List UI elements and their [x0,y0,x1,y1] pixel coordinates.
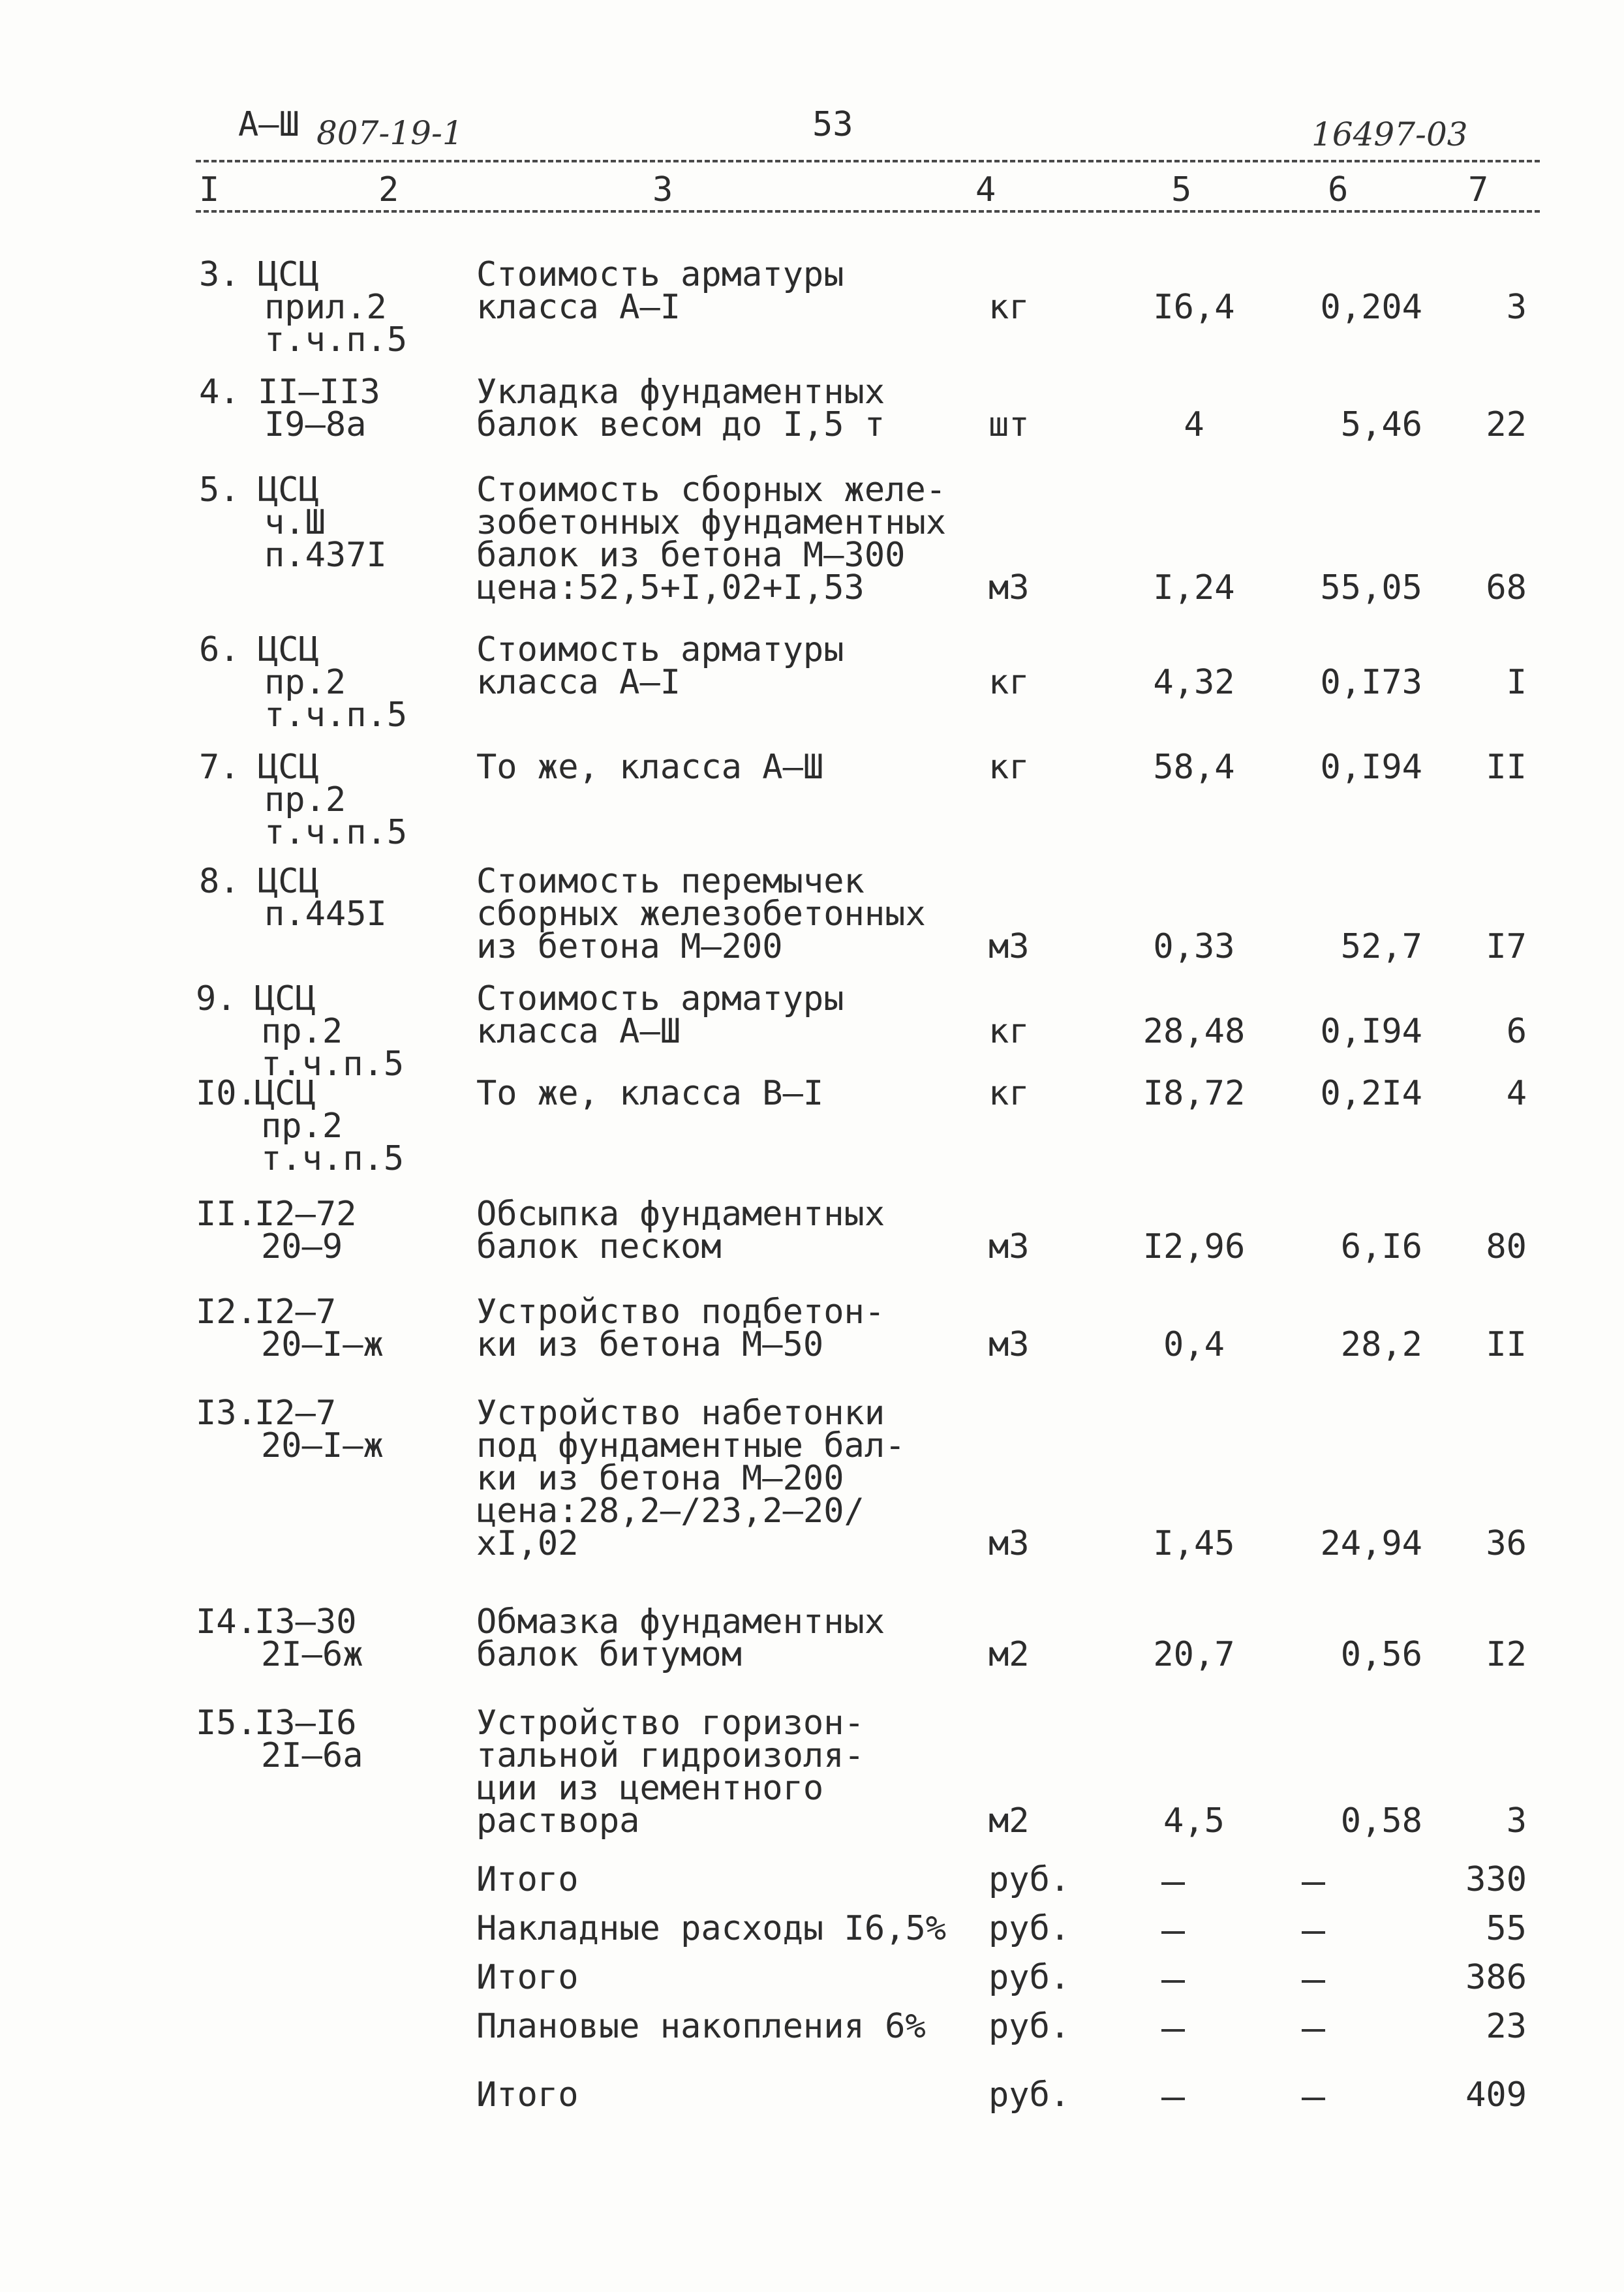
row-unit: кг [988,288,1030,327]
row-number: 3. [199,255,240,294]
row-total: 22 [1486,405,1527,444]
row-description-line: из бетона М–200 [476,927,783,966]
row-code-line: пр.2 [261,1012,343,1051]
row-unit-price: 55,05 [1320,568,1422,607]
row-total: 3 [1506,288,1527,327]
header-handwritten-left: 807-19-1 [316,114,463,152]
header-code-left: А–Ш [238,105,299,144]
row-code-line: пр.2 [264,780,346,819]
row-number: I5. [196,1704,257,1743]
row-description-line: Стоимость арматуры [476,979,844,1018]
row-unit: м3 [988,927,1030,966]
row-description-line: Стоимость перемычек [476,862,865,901]
row-unit-price: 6,I6 [1340,1227,1422,1266]
row-quantity: 28,48 [1142,1012,1246,1051]
row-description-line: Стоимость арматуры [476,630,844,669]
row-number: I4. [196,1602,257,1642]
row-code-line: т.ч.п.5 [261,1045,405,1084]
summary-unit: руб. [988,1860,1071,1899]
row-description-line: балок весом до I,5 т [476,405,885,444]
row-quantity: I6,4 [1153,288,1235,327]
row-description-line: Устройство горизон- [476,1704,865,1743]
row-code-line: т.ч.п.5 [264,813,408,852]
row-quantity: 0,33 [1153,927,1235,966]
row-unit-price: 0,58 [1340,1801,1422,1841]
row-unit-price: 0,I94 [1320,1012,1422,1051]
row-number: I2. [196,1292,257,1332]
row-description-line: класса А–I [476,288,681,327]
row-code-line: I3–30 [254,1602,357,1642]
row-description-line: класса А–Ш [476,1012,681,1051]
row-description-line: балок битумом [476,1635,742,1674]
row-code-line: I3–I6 [254,1704,357,1743]
summary-price-dash [1302,1980,1325,1983]
row-description-line: Стоимость арматуры [476,255,844,294]
row-total: 68 [1486,568,1527,607]
summary-unit: руб. [988,1958,1071,1997]
row-description-line: Обмазка фундаментных [476,1602,885,1642]
row-unit-price: 5,46 [1340,405,1422,444]
row-quantity: 4,32 [1153,663,1235,702]
row-description-line: Укладка фундаментных [476,373,885,412]
row-code-line: т.ч.п.5 [264,695,408,735]
row-unit: кг [988,1074,1030,1113]
summary-total: 330 [1465,1860,1527,1899]
summary-label: Итого [476,1860,579,1899]
row-description-line: Устройство набетонки [476,1394,885,1433]
row-description-line: ции из цементного [476,1769,824,1808]
summary-unit: руб. [988,2007,1071,2046]
row-quantity: 20,7 [1153,1635,1235,1674]
summary-price-dash [1302,1931,1325,1934]
row-total: I2 [1486,1635,1527,1674]
row-unit: м3 [988,1227,1030,1266]
column-number-2: 2 [378,170,399,209]
row-description-line: Устройство подбетон- [476,1292,885,1332]
row-unit-price: 0,56 [1340,1635,1422,1674]
row-description-line: балок из бетона М–300 [476,536,906,575]
row-code-line: п.437I [264,536,387,575]
row-unit: кг [988,663,1030,702]
row-description-line: Обсыпка фундаментных [476,1195,885,1234]
row-number: 4. [199,373,240,412]
row-code-line: прил.2 [264,288,387,327]
row-code-line: ЦСЦ [258,748,319,787]
row-total: I7 [1486,927,1527,966]
row-number: I3. [196,1394,257,1433]
column-number-6: 6 [1328,170,1349,209]
row-description-line: То же, класса В–I [476,1074,824,1113]
summary-label: Накладные расходы I6,5% [476,1909,947,1948]
row-total: 36 [1486,1524,1527,1563]
summary-quantity-dash [1161,2098,1185,2100]
row-quantity: 58,4 [1153,748,1235,787]
row-total: 3 [1506,1801,1527,1841]
row-unit: м3 [988,1524,1030,1563]
row-unit: кг [988,1012,1030,1051]
row-quantity: I2,96 [1142,1227,1246,1266]
row-quantity: 0,4 [1163,1325,1225,1364]
row-number: 5. [199,470,240,510]
row-unit: м3 [988,568,1030,607]
column-number-3: 3 [652,170,673,209]
summary-total: 386 [1465,1958,1527,1997]
row-unit-price: 0,I94 [1320,748,1422,787]
row-code-line: ЦСЦ [254,979,316,1018]
row-total: II [1486,1325,1527,1364]
row-description-line: Стоимость сборных желе- [476,470,947,510]
row-total: II [1486,748,1527,787]
row-code-line: 2I–6ж [261,1635,363,1674]
row-code-line: ч.Ш [264,503,326,542]
row-quantity: I8,72 [1142,1074,1246,1113]
row-number: 9. [196,979,237,1018]
row-total: 6 [1506,1012,1527,1051]
row-unit: м2 [988,1801,1030,1841]
summary-quantity-dash [1161,2029,1185,2032]
row-code-line: 20–I–ж [261,1325,384,1364]
summary-label: Итого [476,2075,579,2115]
summary-unit: руб. [988,1909,1071,1948]
column-number-4: 4 [975,170,996,209]
header-divider-top [196,160,1540,162]
row-unit: шт [988,405,1030,444]
summary-quantity-dash [1161,1980,1185,1983]
row-code-line: пр.2 [261,1107,343,1146]
row-unit-price: 0,I73 [1320,663,1422,702]
row-unit-price: 0,204 [1320,288,1422,327]
row-quantity: 4,5 [1163,1801,1225,1841]
summary-quantity-dash [1161,1882,1185,1885]
column-number-5: 5 [1171,170,1192,209]
row-code-line: пр.2 [264,663,346,702]
row-unit-price: 28,2 [1340,1325,1422,1364]
row-code-line: ЦСЦ [258,630,319,669]
summary-total: 409 [1465,2075,1527,2115]
row-description-line: зобетонных фундаментных [476,503,947,542]
summary-total: 23 [1486,2007,1527,2046]
row-unit: м3 [988,1325,1030,1364]
row-code-line: 20–9 [261,1227,343,1266]
row-description-line: раствора [476,1801,640,1841]
row-description-line: цена:28,2–/23,2–20/ [476,1491,865,1531]
row-code-line: I2–72 [254,1195,357,1234]
header-handwritten-right: 16497-03 [1311,115,1468,153]
row-number: I0. [196,1074,257,1113]
header-divider-bottom [196,210,1540,213]
row-code-line: т.ч.п.5 [261,1139,405,1178]
row-code-line: ЦСЦ [258,862,319,901]
row-unit-price: 52,7 [1340,927,1422,966]
row-description-line: балок песком [476,1227,722,1266]
row-number: 7. [199,748,240,787]
page-number: 53 [812,105,853,144]
row-code-line: ЦСЦ [258,470,319,510]
row-unit-price: 24,94 [1320,1524,1422,1563]
summary-price-dash [1302,1882,1325,1885]
row-code-line: 2I–6а [261,1736,363,1775]
summary-price-dash [1302,2098,1325,2100]
row-description-line: под фундаментные бал- [476,1426,906,1465]
row-code-line: I2–7 [254,1394,337,1433]
row-total: 4 [1506,1074,1527,1113]
row-description-line: xI,02 [476,1524,579,1563]
row-unit: м2 [988,1635,1030,1674]
summary-price-dash [1302,2029,1325,2032]
row-unit-price: 0,2I4 [1320,1074,1422,1113]
summary-unit: руб. [988,2075,1071,2115]
row-description-line: ки из бетона М–200 [476,1459,844,1498]
row-quantity: I,24 [1153,568,1235,607]
row-code-line: I2–7 [254,1292,337,1332]
row-code-line: 20–I–ж [261,1426,384,1465]
row-description-line: То же, класса А–Ш [476,748,824,787]
row-code-line: II–II3 [258,373,380,412]
row-description-line: ки из бетона М–50 [476,1325,824,1364]
row-description-line: тальной гидроизоля- [476,1736,865,1775]
row-quantity: 4 [1184,405,1204,444]
summary-quantity-dash [1161,1931,1185,1934]
row-code-line: т.ч.п.5 [264,320,408,359]
row-number: II. [196,1195,257,1234]
summary-label: Плановые накопления 6% [476,2007,926,2046]
row-unit: кг [988,748,1030,787]
row-number: 8. [199,862,240,901]
column-number-1: I [199,170,220,209]
row-description-line: класса А–I [476,663,681,702]
summary-total: 55 [1486,1909,1527,1948]
row-description-line: цена:52,5+I,02+I,53 [476,568,865,607]
row-total: 80 [1486,1227,1527,1266]
row-code-line: п.445I [264,894,387,934]
row-code-line: ЦСЦ [258,255,319,294]
row-code-line: ЦСЦ [254,1074,316,1113]
row-code-line: I9–8а [264,405,367,444]
row-quantity: I,45 [1153,1524,1235,1563]
summary-label: Итого [476,1958,579,1997]
row-total: I [1506,663,1527,702]
column-number-7: 7 [1468,170,1489,209]
row-number: 6. [199,630,240,669]
row-description-line: сборных железобетонных [476,894,926,934]
